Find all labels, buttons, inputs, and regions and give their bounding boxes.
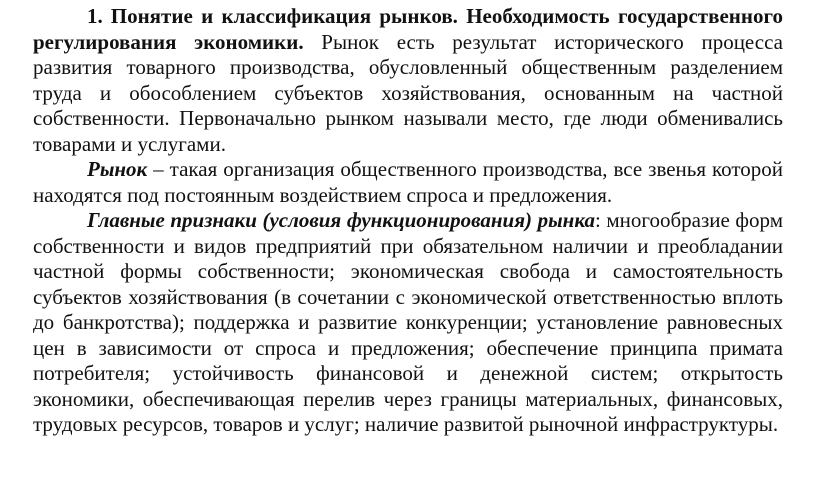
features-term: Главные признаки (условия функционирования) рынка xyxy=(87,208,595,232)
definition-term: Рынок xyxy=(87,157,148,181)
section-number: 1. xyxy=(87,4,103,28)
features-text: : многообразие форм собственности и видов предприятий при обязательном наличии и преобладании частной формы собственности; экономическая свобода и самостоятельность субъектов хозяйствования (в сочетании с экономической ответственностью вплоть до банкротства); поддержка и развитие конкуренции; установление равновесных цен в зависимости от спроса и предложения; обеспечение принципа примата потребителя; устойчивость финансовой и денежной систем; открытость экономики, обеспечивающая перелив через границы материальных, финансовых, трудовых ресурсов, товаров и услуг; наличие развитой рыночной инфраструктуры. xyxy=(33,208,783,436)
definition-text: – такая организация общественного производства, все звенья которой находятся под постоянным воздействием спроса и предложения. xyxy=(33,157,783,207)
intro-text: Рынок есть результат исторического процесса развития товарного производства, обусловленный общественным разделением труда и обособлением субъектов хозяйствования, основанным на частной собственности. Первоначально рынком называли место, где люди обменивались товарами и услугами. xyxy=(33,29,783,156)
definition-paragraph xyxy=(33,157,783,208)
features-paragraph xyxy=(33,208,783,438)
intro-paragraph xyxy=(33,4,783,157)
section-heading: Понятие и классификация рынков. Необходимость государственного регулирования экономики. xyxy=(33,4,783,54)
document-page xyxy=(33,4,783,438)
